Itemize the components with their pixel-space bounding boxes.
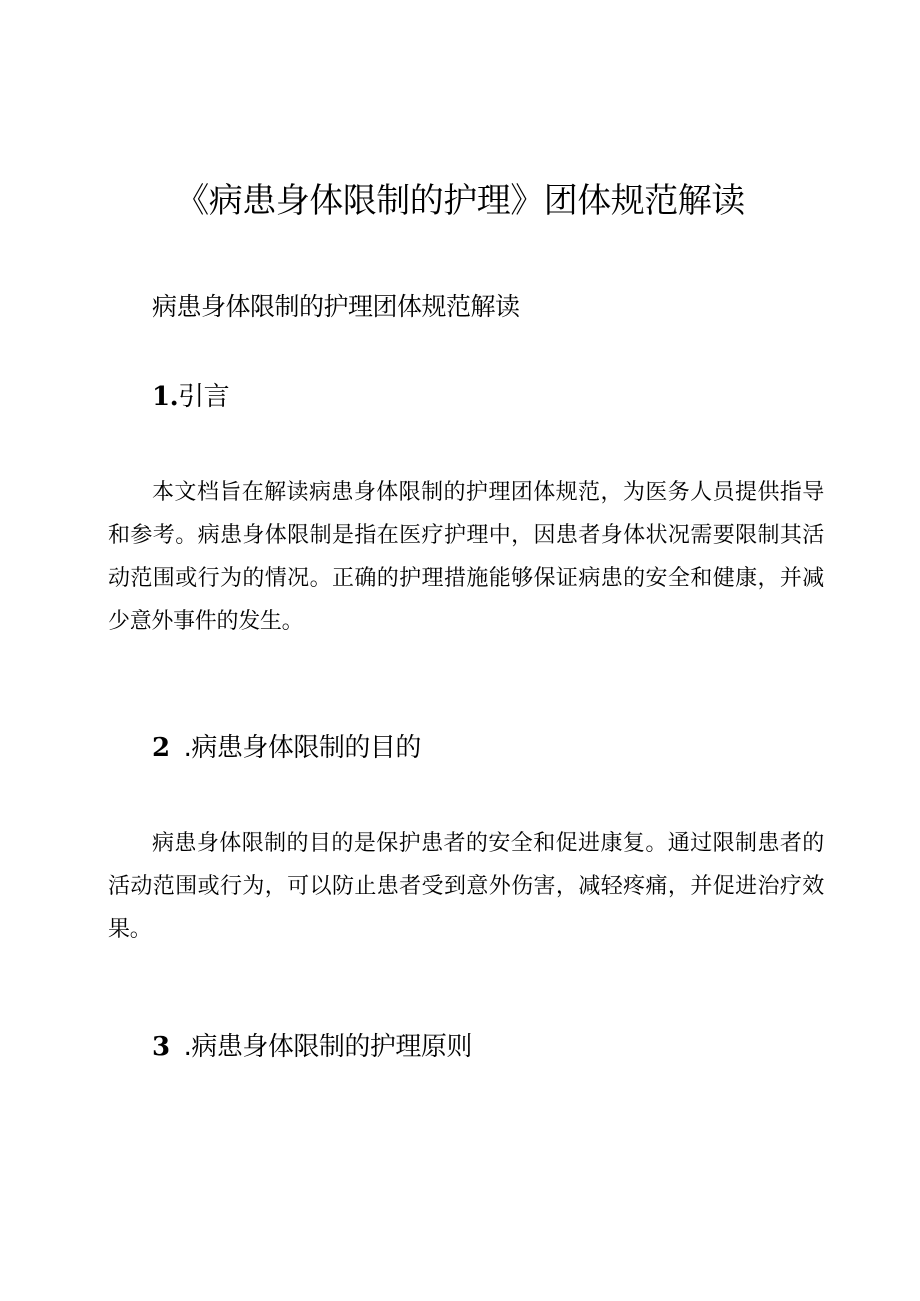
section-heading-text: .病患身体限制的护理原则 [183,1032,472,1062]
document-title: 《病患身体限制的护理》团体规范解读 [175,181,745,221]
section-heading-principles [152,1027,472,1067]
section-paragraph-purpose: 病患身体限制的目的是保护患者的安全和促进康复。通过限制患者的活动范围或行为，可以防止患者受到意外伤害，减轻疼痛，并促进治疗效果。 [108,831,824,942]
section-heading-text: 引言 [178,382,230,412]
section-heading-text: .病患身体限制的目的 [183,733,421,763]
section-heading-purpose [152,728,421,768]
section-number: 1. [152,382,179,412]
document-subtitle: 病患身体限制的护理团体规范解读 [152,292,520,321]
section-paragraph-introduction: 本文档旨在解读病患身体限制的护理团体规范，为医务人员提供指导和参考。病患身体限制是指在医疗护理中，因患者身体状况需要限制其活动范围或行为的情况。正确的护理措施能够保证病患的安全和健康，并减少意外事件的发生。 [108,480,824,634]
section-heading-introduction [152,377,229,417]
section-number: 3 [152,1032,170,1062]
section-number: 2 [152,733,170,763]
